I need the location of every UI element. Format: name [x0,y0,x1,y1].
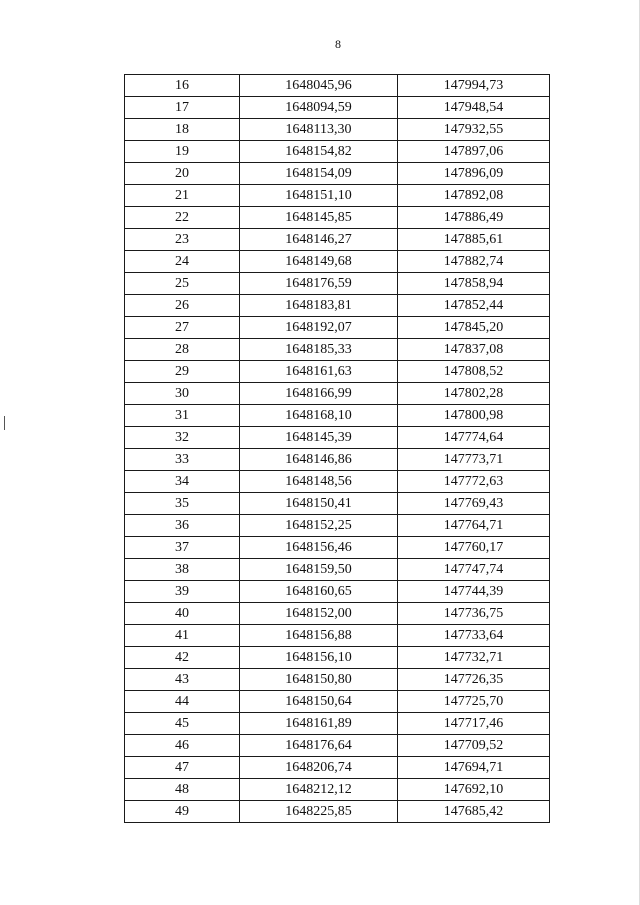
point-number-cell: 44 [125,691,240,713]
table-row [125,801,550,823]
x-coordinate-cell: 1648150,41 [240,493,398,515]
x-coordinate-cell: 1648156,46 [240,537,398,559]
x-coordinate-cell: 1648113,30 [240,119,398,141]
y-coordinate-cell: 147837,08 [398,339,550,361]
y-coordinate-cell: 147896,09 [398,163,550,185]
y-coordinate-cell: 147769,43 [398,493,550,515]
y-coordinate-cell: 147886,49 [398,207,550,229]
table-row [125,339,550,361]
point-number-cell: 18 [125,119,240,141]
point-number-cell: 23 [125,229,240,251]
point-number-cell: 17 [125,97,240,119]
y-coordinate-cell: 147800,98 [398,405,550,427]
table-row [125,713,550,735]
point-number-cell: 19 [125,141,240,163]
x-coordinate-cell: 1648161,63 [240,361,398,383]
point-number-cell: 49 [125,801,240,823]
x-coordinate-cell: 1648185,33 [240,339,398,361]
point-number-cell: 40 [125,603,240,625]
point-number-cell: 34 [125,471,240,493]
point-number-cell: 26 [125,295,240,317]
y-coordinate-cell: 147760,17 [398,537,550,559]
x-coordinate-cell: 1648150,80 [240,669,398,691]
x-coordinate-cell: 1648159,50 [240,559,398,581]
x-coordinate-cell: 1648161,89 [240,713,398,735]
y-coordinate-cell: 147892,08 [398,185,550,207]
point-number-cell: 33 [125,449,240,471]
y-coordinate-cell: 147736,75 [398,603,550,625]
point-number-cell: 25 [125,273,240,295]
y-coordinate-cell: 147852,44 [398,295,550,317]
point-number-cell: 39 [125,581,240,603]
table-row [125,669,550,691]
point-number-cell: 20 [125,163,240,185]
table-row [125,625,550,647]
x-coordinate-cell: 1648146,27 [240,229,398,251]
x-coordinate-cell: 1648183,81 [240,295,398,317]
point-number-cell: 29 [125,361,240,383]
x-coordinate-cell: 1648152,00 [240,603,398,625]
x-coordinate-cell: 1648176,64 [240,735,398,757]
point-number-cell: 24 [125,251,240,273]
x-coordinate-cell: 1648154,09 [240,163,398,185]
y-coordinate-cell: 147858,94 [398,273,550,295]
point-number-cell: 21 [125,185,240,207]
point-number-cell: 48 [125,779,240,801]
x-coordinate-cell: 1648206,74 [240,757,398,779]
y-coordinate-cell: 147882,74 [398,251,550,273]
x-coordinate-cell: 1648146,86 [240,449,398,471]
point-number-cell: 43 [125,669,240,691]
x-coordinate-cell: 1648145,39 [240,427,398,449]
table-row [125,273,550,295]
table-row [125,537,550,559]
point-number-cell: 36 [125,515,240,537]
x-coordinate-cell: 1648225,85 [240,801,398,823]
point-number-cell: 37 [125,537,240,559]
x-coordinate-cell: 1648156,88 [240,625,398,647]
table-row [125,163,550,185]
table-row [125,559,550,581]
x-coordinate-cell: 1648094,59 [240,97,398,119]
x-coordinate-cell: 1648148,56 [240,471,398,493]
table-row [125,383,550,405]
table-row [125,647,550,669]
table-row [125,295,550,317]
table-row [125,229,550,251]
table-row [125,251,550,273]
point-number-cell: 45 [125,713,240,735]
x-coordinate-cell: 1648156,10 [240,647,398,669]
y-coordinate-cell: 147948,54 [398,97,550,119]
y-coordinate-cell: 147709,52 [398,735,550,757]
y-coordinate-cell: 147773,71 [398,449,550,471]
table-row [125,97,550,119]
y-coordinate-cell: 147802,28 [398,383,550,405]
x-coordinate-cell: 1648150,64 [240,691,398,713]
x-coordinate-cell: 1648166,99 [240,383,398,405]
y-coordinate-cell: 147994,73 [398,75,550,97]
x-coordinate-cell: 1648151,10 [240,185,398,207]
table-row [125,207,550,229]
table-row [125,471,550,493]
table-row [125,185,550,207]
table-row [125,119,550,141]
table-row [125,449,550,471]
point-number-cell: 46 [125,735,240,757]
x-coordinate-cell: 1648145,85 [240,207,398,229]
y-coordinate-cell: 147885,61 [398,229,550,251]
table-row [125,515,550,537]
table-row [125,361,550,383]
table-row [125,757,550,779]
coordinates-table [124,74,550,823]
point-number-cell: 38 [125,559,240,581]
y-coordinate-cell: 147747,74 [398,559,550,581]
y-coordinate-cell: 147694,71 [398,757,550,779]
table-row [125,141,550,163]
x-coordinate-cell: 1648152,25 [240,515,398,537]
y-coordinate-cell: 147725,70 [398,691,550,713]
table-row [125,493,550,515]
x-coordinate-cell: 1648154,82 [240,141,398,163]
x-coordinate-cell: 1648149,68 [240,251,398,273]
table-row [125,691,550,713]
y-coordinate-cell: 147845,20 [398,317,550,339]
y-coordinate-cell: 147726,35 [398,669,550,691]
table-row [125,603,550,625]
table-row [125,427,550,449]
x-coordinate-cell: 1648160,65 [240,581,398,603]
point-number-cell: 42 [125,647,240,669]
page-number: 8 [335,37,341,51]
x-coordinate-cell: 1648168,10 [240,405,398,427]
point-number-cell: 27 [125,317,240,339]
table-row [125,779,550,801]
y-coordinate-cell: 147774,64 [398,427,550,449]
table-row [125,735,550,757]
point-number-cell: 16 [125,75,240,97]
y-coordinate-cell: 147764,71 [398,515,550,537]
table-row [125,581,550,603]
x-coordinate-cell: 1648045,96 [240,75,398,97]
point-number-cell: 22 [125,207,240,229]
table-row [125,317,550,339]
coordinates-table-body [125,75,550,823]
point-number-cell: 28 [125,339,240,361]
x-coordinate-cell: 1648176,59 [240,273,398,295]
x-coordinate-cell: 1648212,12 [240,779,398,801]
y-coordinate-cell: 147897,06 [398,141,550,163]
point-number-cell: 31 [125,405,240,427]
point-number-cell: 41 [125,625,240,647]
y-coordinate-cell: 147692,10 [398,779,550,801]
table-row [125,75,550,97]
y-coordinate-cell: 147717,46 [398,713,550,735]
y-coordinate-cell: 147932,55 [398,119,550,141]
y-coordinate-cell: 147772,63 [398,471,550,493]
y-coordinate-cell: 147808,52 [398,361,550,383]
y-coordinate-cell: 147685,42 [398,801,550,823]
x-coordinate-cell: 1648192,07 [240,317,398,339]
y-coordinate-cell: 147733,64 [398,625,550,647]
point-number-cell: 32 [125,427,240,449]
y-coordinate-cell: 147732,71 [398,647,550,669]
point-number-cell: 30 [125,383,240,405]
table-row [125,405,550,427]
point-number-cell: 35 [125,493,240,515]
point-number-cell: 47 [125,757,240,779]
y-coordinate-cell: 147744,39 [398,581,550,603]
scan-edge-mark [4,416,5,430]
